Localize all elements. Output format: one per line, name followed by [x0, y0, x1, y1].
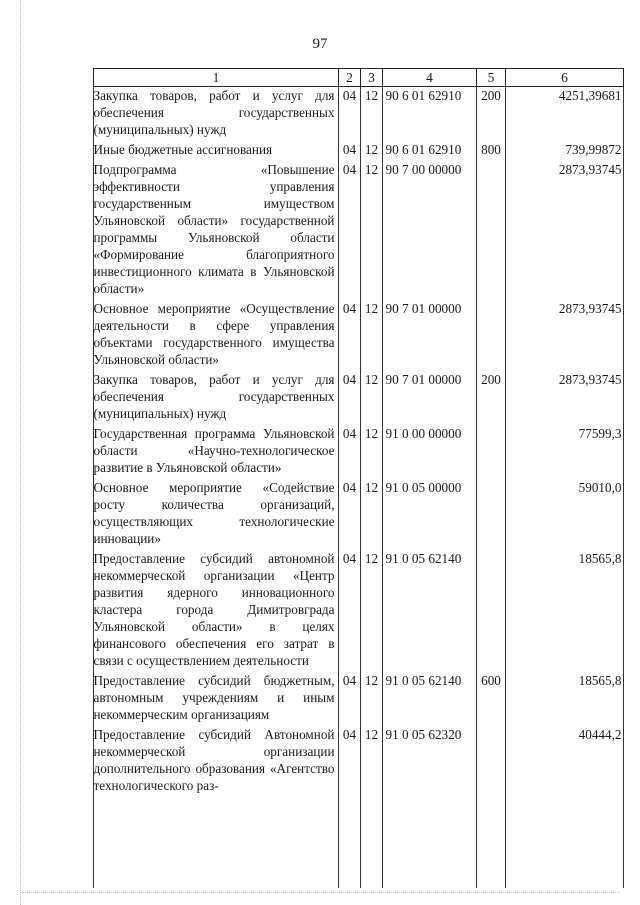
table-row: [94, 726, 624, 797]
row-name-cell: Предоставление субсидий автономной некоммерческой организации «Центр развития ядерного инновационного кластера города Димитровграда Ульяновской области» в целях финансового обеспечения его затрат в связи с осуществлением деятельности: [93, 551, 335, 668]
expense-type-cell: [477, 479, 506, 550]
section-code-cell: 04: [342, 673, 357, 688]
target-article-cell: 91 0 05 62140: [385, 673, 462, 688]
expense-type-cell: [477, 726, 506, 797]
section-code-cell: 04: [342, 480, 357, 495]
subsection-code-cell: 12: [364, 372, 379, 387]
table-row: [94, 425, 624, 479]
budget-table: [93, 68, 624, 797]
expense-type-cell: [477, 300, 506, 371]
row-name-cell: Закупка товаров, работ и услуг для обеспечения государственных (муниципальных) нужд: [93, 88, 335, 137]
section-code-cell: 04: [342, 88, 357, 103]
subsection-code-cell: 12: [364, 162, 379, 177]
table-row: [94, 672, 624, 726]
expense-type-cell: 200: [481, 88, 501, 103]
row-name-cell: Иные бюджетные ассигнования: [93, 142, 273, 157]
row-name-cell: Предоставление субсидий Автономной некоммерческой организации дополнительного образования «Агентство технологического раз-: [93, 727, 335, 793]
target-article-cell: 90 6 01 62910: [385, 142, 462, 157]
amount-cell: 18565,8: [578, 673, 622, 688]
expense-type-cell: [477, 425, 506, 479]
target-article-cell: 91 0 05 62140: [385, 551, 462, 566]
subsection-code-cell: 12: [364, 426, 379, 441]
table-row: [94, 550, 624, 672]
column-header: 3: [361, 69, 383, 87]
expense-type-cell: 600: [481, 673, 501, 688]
amount-cell: 4251,39681: [558, 88, 622, 103]
table-row: [94, 161, 624, 300]
target-article-cell: 91 0 05 62320: [385, 727, 462, 742]
table-row: [94, 87, 624, 142]
section-code-cell: 04: [342, 301, 357, 316]
expense-type-cell: [477, 161, 506, 300]
subsection-code-cell: 12: [364, 551, 379, 566]
amount-cell: 2873,93745: [558, 372, 622, 387]
section-code-cell: 04: [342, 551, 357, 566]
amount-cell: 59010,0: [578, 480, 622, 495]
row-name-cell: Предоставление субсидий бюджетным, автономным учреждениям и иным некоммерческим организациям: [93, 673, 335, 722]
amount-cell: 739,99872: [565, 142, 622, 157]
subsection-code-cell: 12: [364, 727, 379, 742]
section-code-cell: 04: [342, 727, 357, 742]
page-frame-left: [20, 0, 22, 905]
target-article-cell: 90 7 01 00000: [385, 372, 462, 387]
table-row: [94, 300, 624, 371]
table-header-row: [94, 69, 624, 87]
row-name-cell: Закупка товаров, работ и услуг для обеспечения государственных (муниципальных) нужд: [93, 372, 335, 421]
amount-cell: 40444,2: [578, 727, 622, 742]
target-article-cell: 90 7 01 00000: [385, 301, 462, 316]
section-code-cell: 04: [342, 162, 357, 177]
subsection-code-cell: 12: [364, 142, 379, 157]
section-code-cell: 04: [342, 142, 357, 157]
column-header: 2: [339, 69, 361, 87]
subsection-code-cell: 12: [364, 480, 379, 495]
expense-type-cell: 800: [481, 142, 501, 157]
subsection-code-cell: 12: [364, 673, 379, 688]
amount-cell: 18565,8: [578, 551, 622, 566]
row-name-cell: Основное мероприятие «Содействие росту количества организаций, осуществляющих технологические инновации»: [93, 480, 335, 546]
section-code-cell: 04: [342, 426, 357, 441]
subsection-code-cell: 12: [364, 301, 379, 316]
target-article-cell: 90 6 01 62910: [385, 88, 462, 103]
row-name-cell: Подпрограмма «Повышение эффективности управления государственным имуществом Ульяновской области» государственной программы Ульяновской области «Формирование благоприятного инвестиционного климата в Ульяновской области»: [93, 162, 335, 296]
table-row: [94, 141, 624, 161]
amount-cell: 77599,3: [578, 426, 622, 441]
amount-cell: 2873,93745: [558, 162, 622, 177]
page-number: 97: [312, 36, 328, 52]
expense-type-cell: [477, 550, 506, 672]
target-article-cell: 90 7 00 00000: [385, 162, 462, 177]
row-name-cell: Основное мероприятие «Осуществление деятельности в сфере управления объектами государственного имущества Ульяновской области»: [93, 301, 335, 367]
row-name-cell: Государственная программа Ульяновской области «Научно-технологическое развитие в Ульяновской области»: [93, 426, 335, 475]
subsection-code-cell: 12: [364, 88, 379, 103]
page-frame-bottom: [20, 892, 620, 894]
column-header: 1: [94, 69, 339, 87]
table-row: [94, 371, 624, 425]
column-header: 5: [477, 69, 506, 87]
column-header: 6: [506, 69, 624, 87]
expense-type-cell: 200: [481, 372, 501, 387]
table-row: [94, 479, 624, 550]
amount-cell: 2873,93745: [558, 301, 622, 316]
section-code-cell: 04: [342, 372, 357, 387]
target-article-cell: 91 0 05 00000: [385, 480, 462, 495]
target-article-cell: 91 0 00 00000: [385, 426, 462, 441]
column-header: 4: [383, 69, 477, 87]
